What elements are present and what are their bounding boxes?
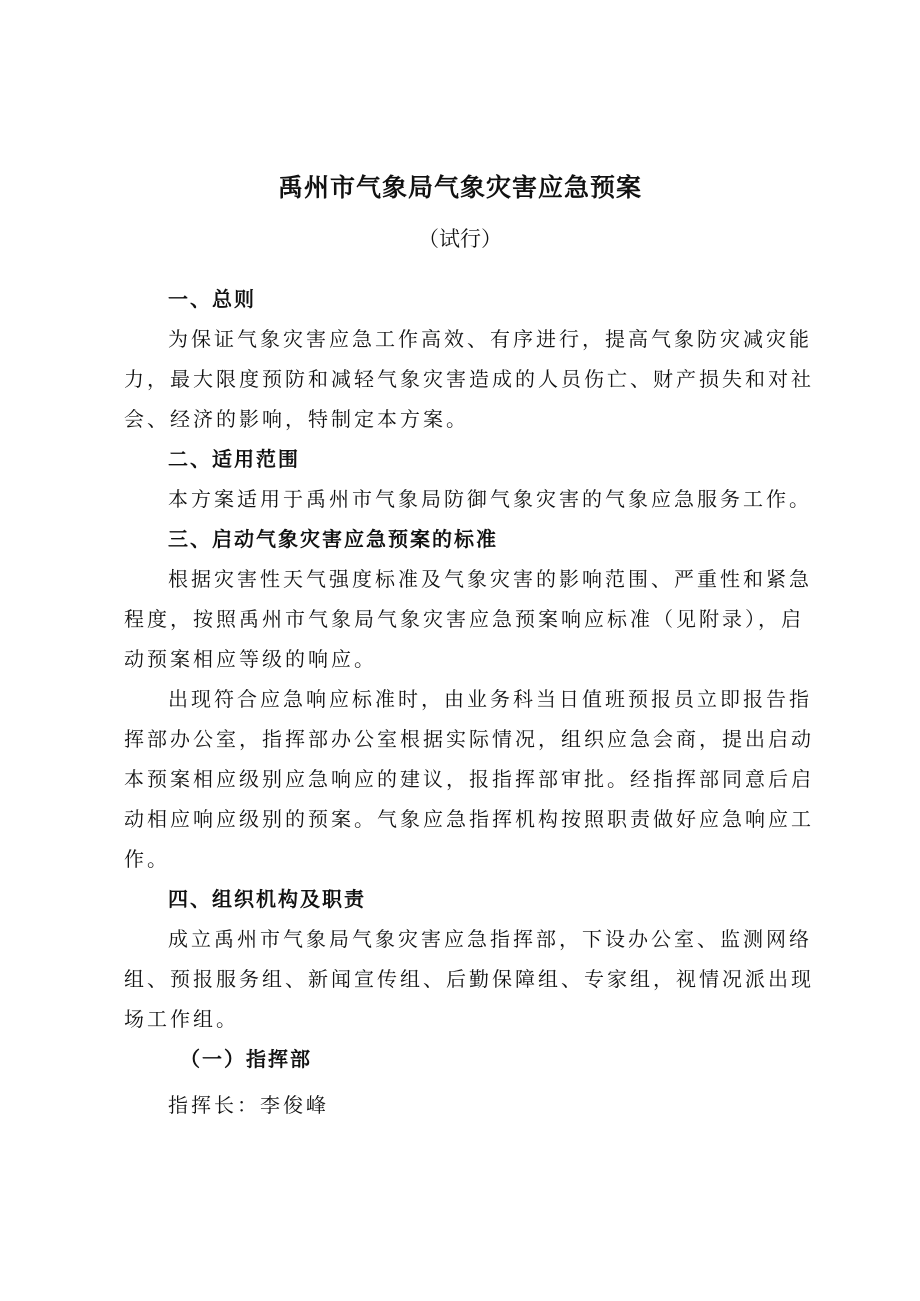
paragraph-line: 挥部办公室，指挥部办公室根据实际情况，组织应急会商，提出启动 bbox=[124, 727, 814, 751]
section-heading-organization: 四、组织机构及职责 bbox=[168, 887, 366, 911]
section-heading-scope: 二、适用范围 bbox=[168, 447, 300, 471]
paragraph-line: 动预案相应等级的响应。 bbox=[124, 647, 377, 671]
paragraph-line: 本预案相应级别应急响应的建议，报指挥部审批。经指挥部同意后启 bbox=[124, 767, 814, 791]
paragraph-line: 出现符合应急响应标准时，由业务科当日值班预报员立即报告指 bbox=[168, 687, 812, 711]
paragraph-line: 力，最大限度预防和减轻气象灾害造成的人员伤亡、财产损失和对社 bbox=[124, 367, 814, 391]
document-title: 禹州市气象局气象灾害应急预案 bbox=[277, 173, 642, 202]
paragraph-line: 根据灾害性天气强度标准及气象灾害的影响范围、严重性和紧急 bbox=[168, 567, 812, 591]
section-heading-general: 一、总则 bbox=[168, 287, 256, 311]
paragraph-line: 程度，按照禹州市气象局气象灾害应急预案响应标准（见附录），启 bbox=[124, 607, 804, 631]
document-subtitle: （试行） bbox=[418, 227, 502, 251]
paragraph-line: 会、经济的影响，特制定本方案。 bbox=[124, 407, 469, 431]
paragraph-line: 为保证气象灾害应急工作高效、有序进行，提高气象防灾减灾能 bbox=[168, 327, 812, 351]
paragraph-line: 作。 bbox=[124, 847, 170, 871]
section-heading-standard: 三、启动气象灾害应急预案的标准 bbox=[168, 527, 498, 551]
paragraph-line: 动相应响应级别的预案。气象应急指挥机构按照职责做好应急响应工 bbox=[124, 807, 814, 831]
paragraph-line: 本方案适用于禹州市气象局防御气象灾害的气象应急服务工作。 bbox=[168, 487, 812, 511]
paragraph-line: 成立禹州市气象局气象灾害应急指挥部，下设办公室、监测网络 bbox=[168, 927, 812, 951]
paragraph-line: 组、预报服务组、新闻宣传组、后勤保障组、专家组，视情况派出现 bbox=[124, 967, 814, 991]
paragraph-line: 场工作组。 bbox=[124, 1007, 239, 1031]
subsection-heading-command: （一）指挥部 bbox=[180, 1047, 312, 1071]
commander-line: 指挥长：李俊峰 bbox=[168, 1093, 329, 1117]
